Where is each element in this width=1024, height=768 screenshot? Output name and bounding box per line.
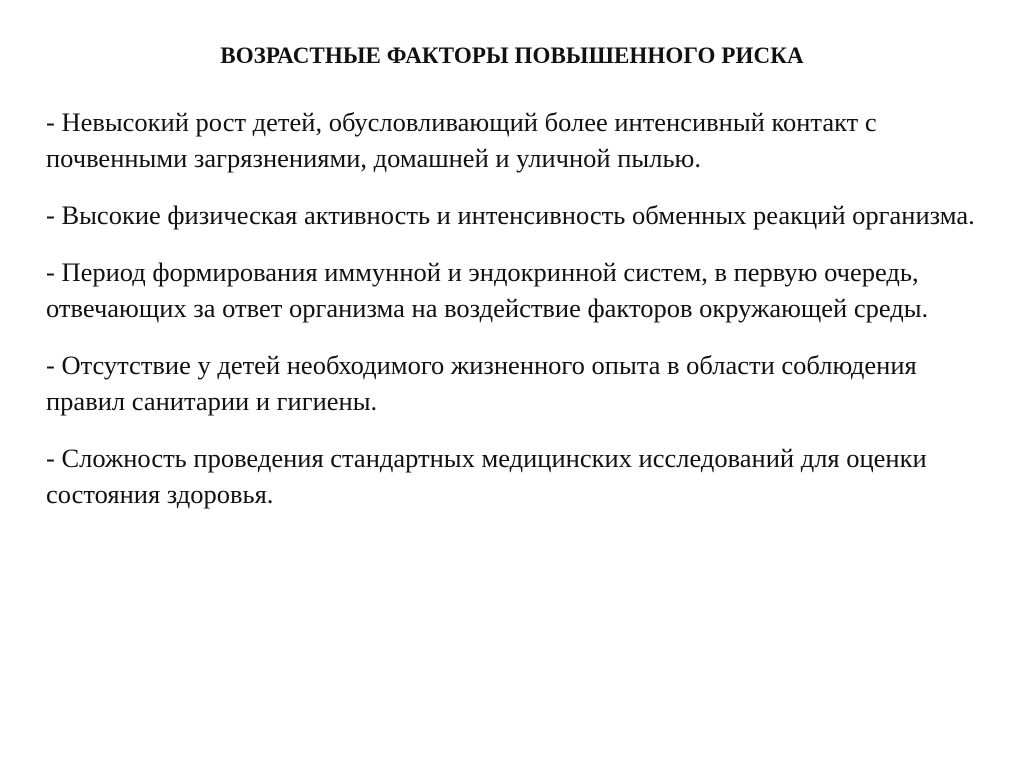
risk-factor-item: - Отсутствие у детей необходимого жизненного опыта в области соблюдения правил санитарии и гигиены. <box>46 350 917 416</box>
slide-title: ВОЗРАСТНЫЕ ФАКТОРЫ ПОВЫШЕННОГО РИСКА <box>220 43 804 68</box>
risk-factor-item: - Высокие физическая активность и интенсивность обменных реакций организма. <box>46 200 975 230</box>
risk-factor-item: - Невысокий рост детей, обусловливающий более интенсивный контакт с почвенными загрязнениями, домашней и уличной пылью. <box>46 107 877 173</box>
risk-factor-item: - Сложность проведения стандартных медицинских исследований для оценки состояния здоровья. <box>46 443 927 509</box>
risk-factor-list <box>46 104 976 533</box>
risk-factor-item: - Период формирования иммунной и эндокринной систем, в первую очередь, отвечающих за ответ организма на воздействие факторов окружающей среды. <box>46 257 929 323</box>
